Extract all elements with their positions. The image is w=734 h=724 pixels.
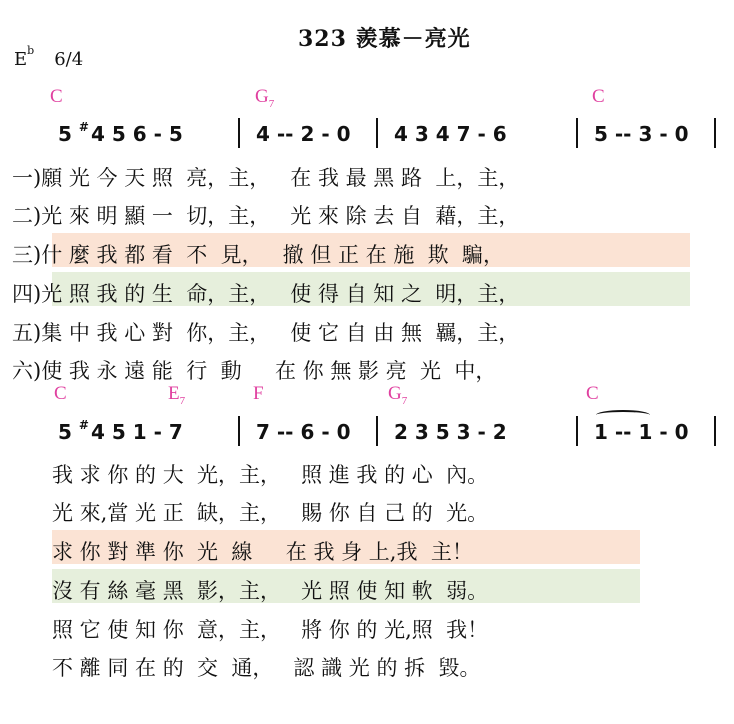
chord-2-2: $E_7$: [168, 383, 186, 407]
verse-1-line-1: 一)願 光 今 天 照 亮，主， 在 我 最 黑 路 上，主，: [12, 166, 520, 190]
verse-4-line-1: 四)光 照 我 的 生 命，主， 使 得 自 知 之 明，主，: [12, 282, 520, 306]
key-signature: [14, 44, 84, 70]
barline: [576, 118, 578, 148]
verse-6-line-2: 不 離 同 在 的 交 通， 認 識 光 的 拆 毀。: [52, 656, 481, 680]
chord-1-2: $G_7$: [255, 86, 275, 110]
key-letter: E: [14, 49, 28, 70]
measure-2-1a: 5: [58, 420, 79, 444]
verse-6-line-1: 六)使 我 永 遠 能 行 動 在 你 無 影 亮 光 中，: [12, 359, 497, 383]
chord-1-1: C: [50, 86, 63, 107]
sharp-sign: #: [78, 120, 89, 134]
measure-2-2: 7 -- 6 - 0: [256, 420, 351, 444]
sharp-sign: #: [78, 418, 89, 432]
hymn-title: 323 羨慕－亮光: [298, 26, 471, 52]
key-flat: b: [27, 44, 35, 57]
measure-1-3: 4 3 4 7 - 6: [394, 122, 507, 146]
barline: [714, 416, 716, 446]
chord-1-3: C: [592, 86, 605, 107]
barline: [238, 416, 240, 446]
melody-line-2: [58, 420, 183, 444]
measure-1-1a: 5: [58, 122, 79, 146]
verse-5-line-1: 五)集 中 我 心 對 你，主， 使 它 自 由 無 羈，主，: [12, 321, 520, 345]
measure-1-4: 5 -- 3 - 0: [594, 122, 689, 146]
verse-2-line-2: 光 來,當 光 正 缺，主， 賜 你 自 己 的 光。: [52, 501, 489, 525]
verse-3-line-2: 求 你 對 準 你 光 線 在 我 身 上,我 主！: [52, 540, 473, 564]
verse-3-line-1: 三)什 麼 我 都 看 不 見， 撤 但 正 在 施 欺 騙，: [12, 243, 505, 267]
measure-2-3: 2 3 5 3 - 2: [394, 420, 507, 444]
measure-1-2: 4 -- 2 - 0: [256, 122, 351, 146]
chord-2-1: C: [54, 383, 67, 404]
barline: [238, 118, 240, 148]
verse-1-line-2: 我 求 你 的 大 光，主， 照 進 我 的 心 內。: [52, 463, 489, 487]
barline: [376, 118, 378, 148]
verse-2-line-1: 二)光 來 明 顯 一 切，主， 光 來 除 去 自 藉，主，: [12, 204, 520, 228]
barline: [576, 416, 578, 446]
measure-2-1: 4 5 1 - 7: [90, 420, 183, 444]
chord-2-5: C: [586, 383, 599, 404]
time-signature: 6/4: [54, 49, 84, 70]
verse-5-line-2: 照 它 使 知 你 意，主， 將 你 的 光,照 我！: [52, 618, 489, 642]
tie-mark: [596, 410, 650, 420]
measure-1-1: 4 5 6 - 5: [90, 122, 183, 146]
barline: [376, 416, 378, 446]
chord-2-4: $G_7$: [388, 383, 408, 407]
chord-2-3: F: [253, 383, 264, 404]
melody-line-1: [58, 122, 183, 146]
verse-4-line-2: 沒 有 絲 毫 黑 影，主， 光 照 使 知 軟 弱。: [52, 579, 489, 603]
barline: [714, 118, 716, 148]
measure-2-4: 1 -- 1 - 0: [594, 420, 689, 444]
